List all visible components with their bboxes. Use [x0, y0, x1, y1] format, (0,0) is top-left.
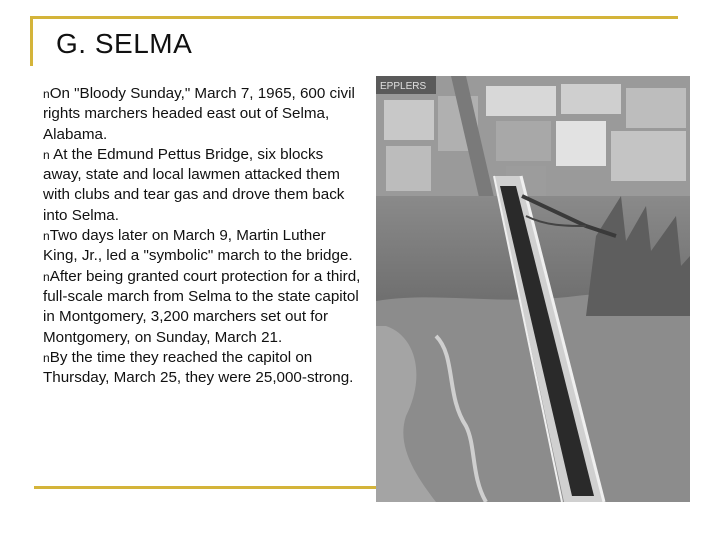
slide-title: G. SELMA: [56, 28, 193, 59]
bullet-item: [43, 226, 361, 267]
bottom-accent-rule: [34, 486, 384, 489]
bullet-marker: n: [43, 87, 50, 101]
bullet-marker: n: [43, 147, 50, 162]
bullet-marker: n: [43, 229, 50, 244]
bullet-text: By the time they reached the capitol on Thursday, March 25, they were 25,000-strong.: [43, 348, 354, 387]
bullet-item: [43, 267, 361, 348]
bullet-marker: n: [43, 350, 50, 365]
left-accent-rule: [30, 16, 33, 66]
bullet-marker: n: [43, 269, 50, 284]
bullet-item: [43, 84, 361, 145]
bullet-item: [43, 145, 361, 226]
bullet-item: [43, 348, 361, 389]
bullet-text: Two days later on March 9, Martin Luther King, Jr., led a "symbolic" march to the bridge.: [43, 227, 353, 265]
bullet-text: At the Edmund Pettus Bridge, six blocks away, state and local lawmen attacked them with clubs and tear gas and drove them back into Selma.: [43, 145, 345, 224]
bullet-text: On "Bloody Sunday," March 7, 1965, 600 civil rights marchers headed east out of Selma, Alabama.: [43, 85, 355, 143]
bullet-list: [43, 84, 361, 388]
selma-bridge-photo: [376, 76, 690, 502]
store-sign-text: EPPLERS: [380, 81, 427, 92]
top-accent-rule: [30, 16, 678, 19]
bullet-text: After being granted court protection for a third, full-scale march from Selma to the state capitol in Montgomery, 3,200 marchers set out for Montgomery, on Sunday, March 21.: [43, 267, 361, 346]
